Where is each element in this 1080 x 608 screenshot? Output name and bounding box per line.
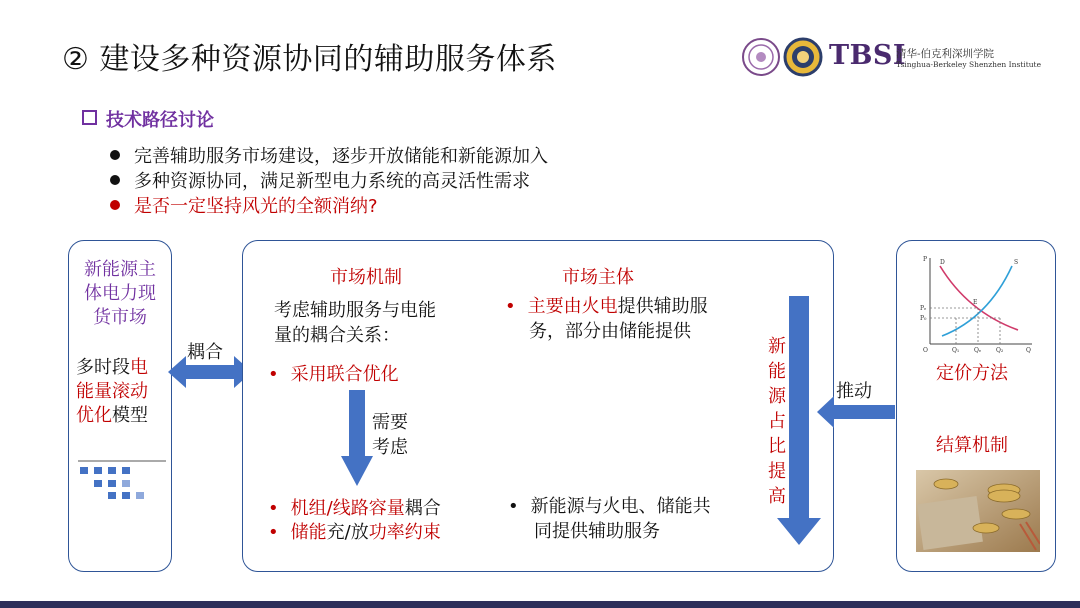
thermal-provides-item: • 主要由火电提供辅助服 务，部分由储能提供 [505, 296, 708, 342]
svg-text:S: S [1014, 259, 1019, 266]
joint-optimization-item: • 采用联合优化 [268, 364, 399, 385]
bullet-dot-icon [110, 175, 120, 185]
settlement-mechanism-label: 结算机制 [936, 435, 1008, 456]
svg-text:P₀: P₀ [920, 315, 927, 322]
svg-text:O: O [923, 347, 928, 354]
bottom-bar [0, 601, 1080, 608]
need-consider-label: 需要 考虑 [372, 412, 408, 458]
push-label: 推动 [836, 381, 872, 402]
rolling-optimization-model: 多时段电 能量滚动 优化模型 [76, 357, 148, 426]
supply-demand-chart [918, 252, 1036, 358]
bullet-item: 完善辅助服务市场建设，逐步开放储能和新能源加入 [110, 144, 548, 169]
need-consider-down-arrow [340, 388, 374, 488]
section-heading [82, 106, 214, 132]
unit-line-capacity-item: • 机组/线路容量耦合 [268, 498, 441, 519]
university-seals [742, 36, 824, 78]
bullet-item: 多种资源协同，满足新型电力系统的高灵活性需求 [110, 169, 548, 194]
coupling-relation-text: 考虑辅助服务与电能 量的耦合关系： [274, 300, 436, 346]
svg-text:Pₑ: Pₑ [920, 305, 927, 312]
bullet-dot-icon [110, 200, 120, 210]
spot-market-title: 新能源主 体电力现 货市场 [84, 259, 156, 328]
svg-text:P: P [923, 256, 928, 263]
market-subject-title: 市场主体 [562, 267, 634, 288]
section-title: 技术路径讨论 [106, 110, 214, 131]
new-energy-share-label: 新能源占比提高 [768, 336, 786, 507]
svg-text:Qₑ: Qₑ [974, 347, 982, 354]
tbsi-logo-text: TBSI [829, 40, 907, 71]
market-mechanism-title: 市场机制 [330, 267, 402, 288]
svg-text:E: E [973, 299, 978, 306]
tsinghua-seal-icon [743, 39, 779, 75]
svg-text:Q₁: Q₁ [952, 347, 960, 354]
co-provide-item: • 新能源与火电、储能共 同提供辅助服务 [508, 496, 711, 542]
page-title: ② 建设多种资源协同的辅助服务体系 [62, 42, 557, 77]
square-bullet-icon [82, 110, 97, 125]
svg-text:Q₂: Q₂ [996, 347, 1004, 354]
svg-text:Q: Q [1026, 347, 1031, 354]
bullet-item-highlight: 是否一定坚持风光的全额消纳? [110, 194, 548, 219]
storage-power-constraint-item: • 储能充/放功率约束 [268, 522, 441, 543]
bullet-list [110, 144, 548, 219]
pricing-method-label: 定价方法 [936, 363, 1008, 384]
institute-name-cn: 清华-伯克利深圳学院 [896, 48, 995, 60]
institute-name-en: Tsinghua-Berkeley Shenzhen Institute [896, 60, 1042, 69]
berkeley-seal-icon [785, 39, 821, 75]
svg-text:D: D [940, 259, 945, 266]
rolling-horizon-diagram [74, 455, 170, 505]
coupling-label: 耦合 [187, 342, 223, 363]
coins-photo-icon [916, 470, 1040, 552]
bullet-dot-icon [110, 150, 120, 160]
